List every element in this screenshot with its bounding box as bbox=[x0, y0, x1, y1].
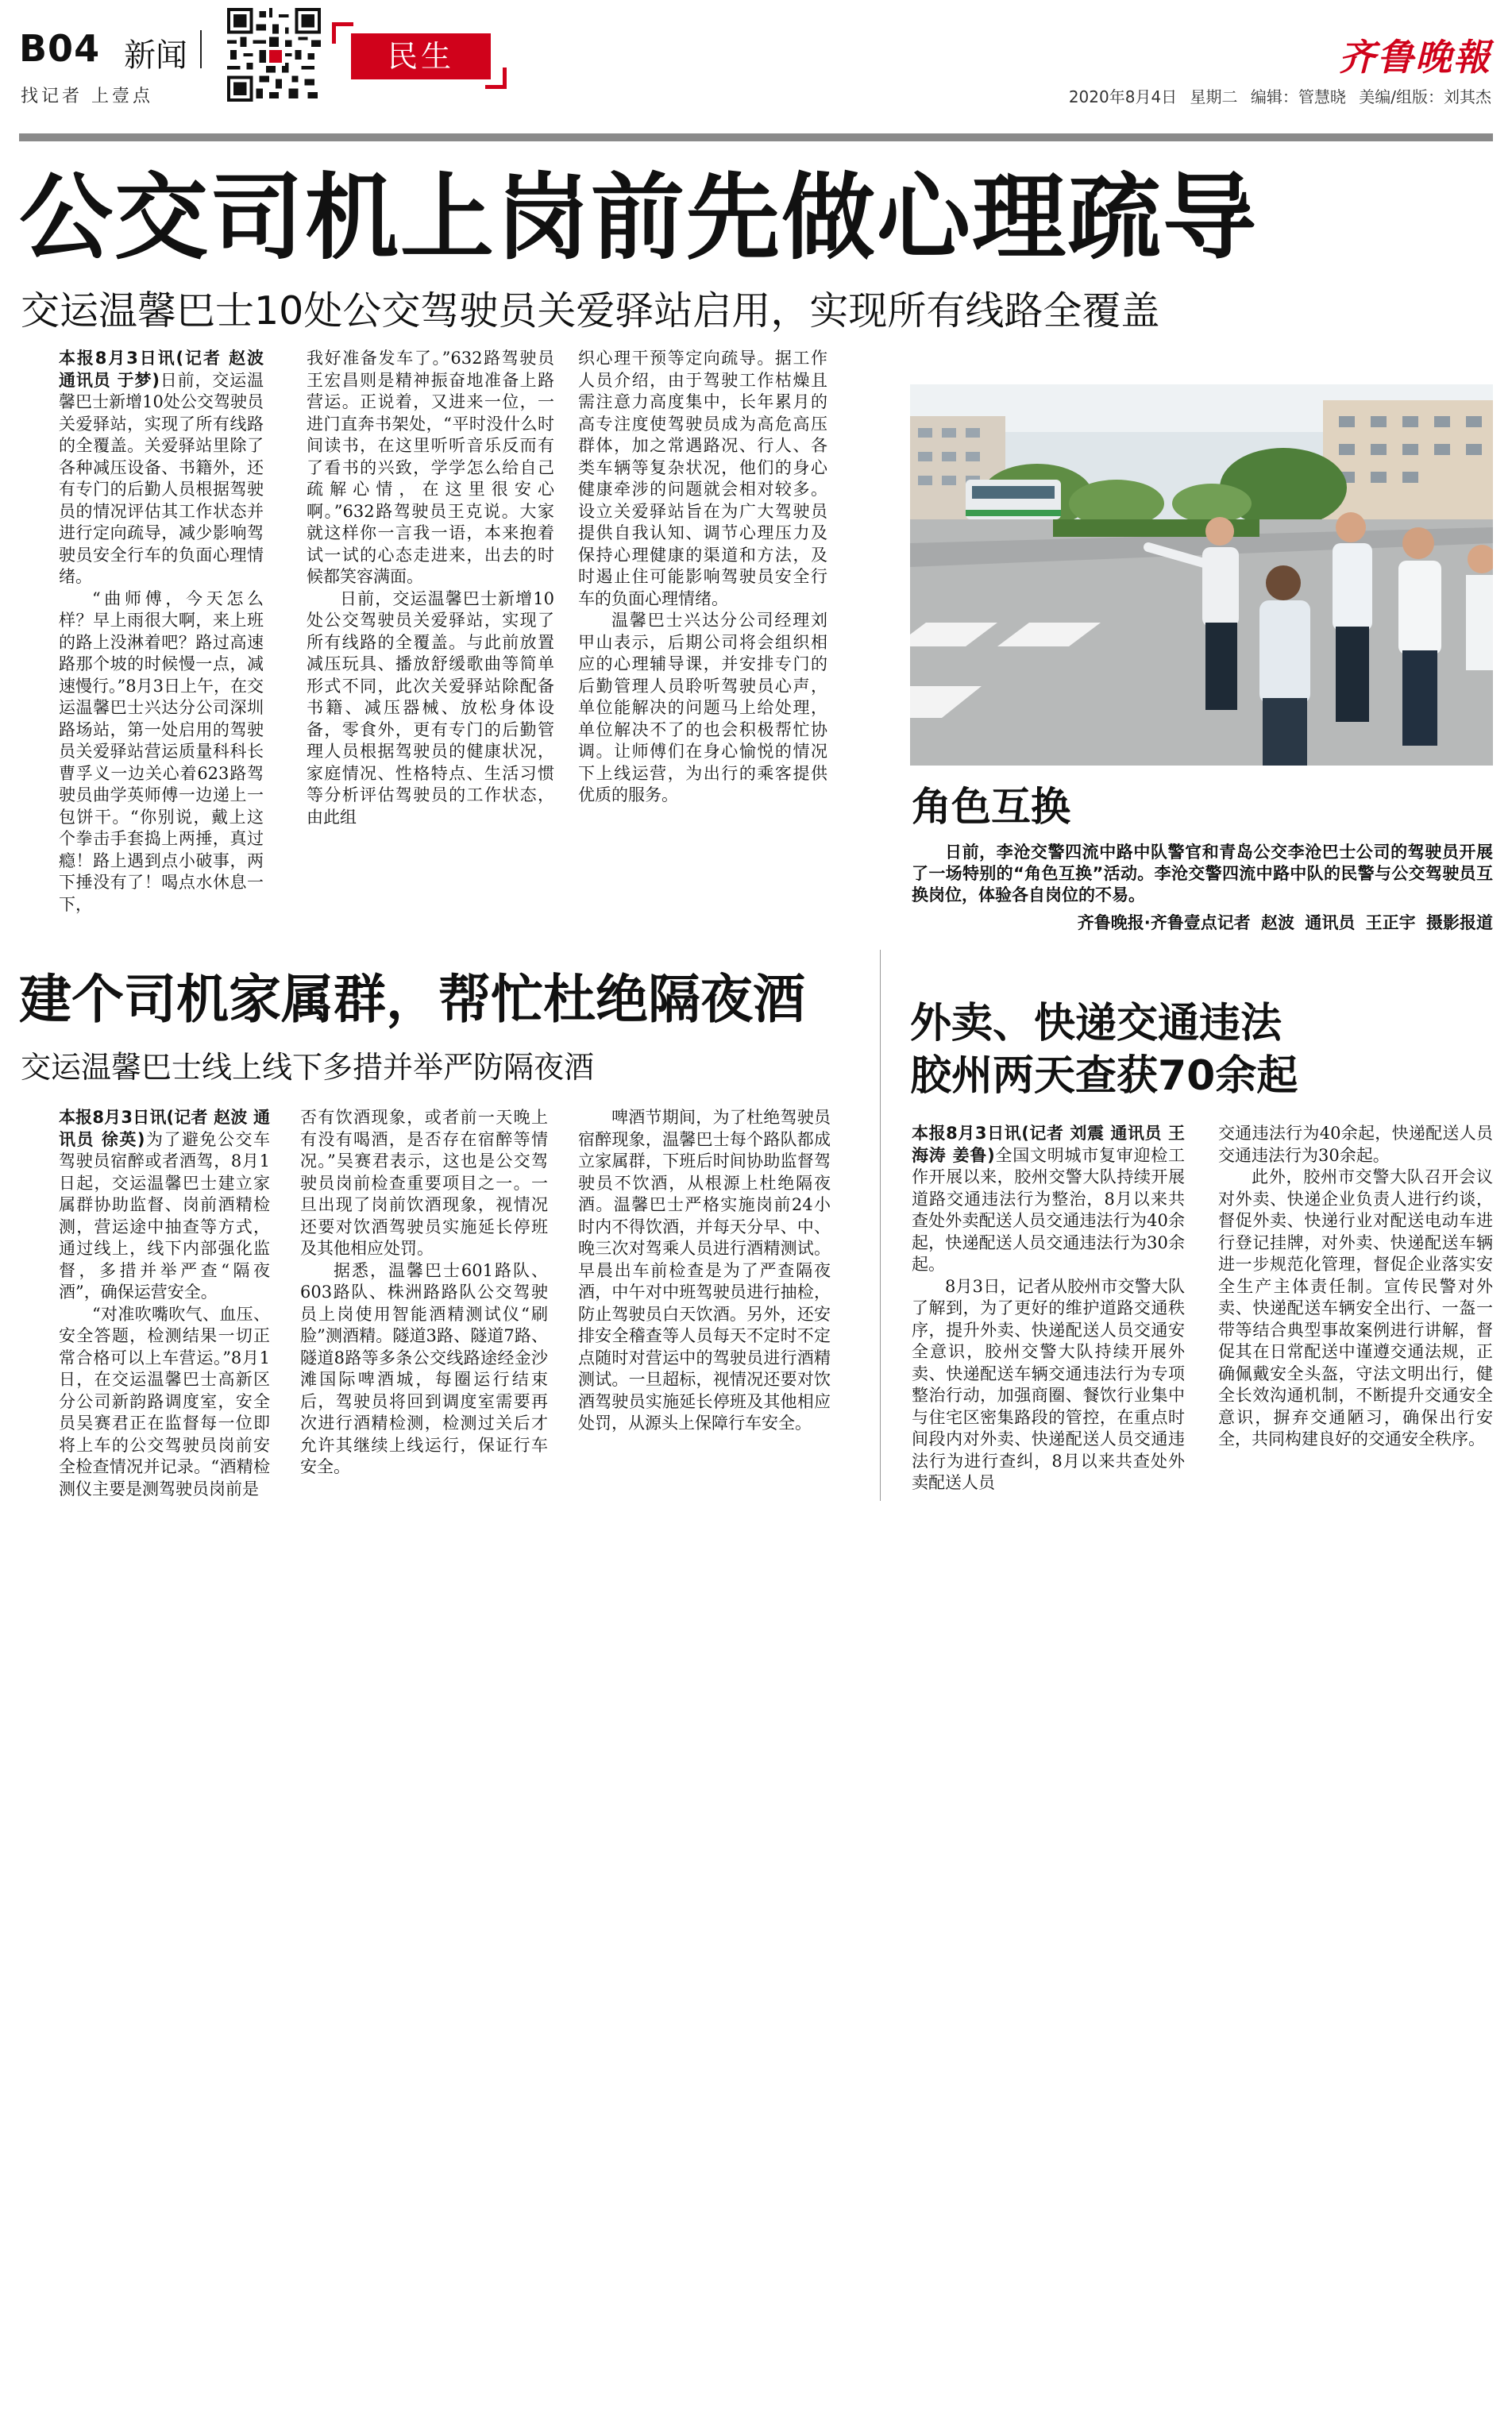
issue-meta: 2020年8月4日 星期二 编辑：管慧晓 美编/组版：刘其杰 bbox=[1068, 87, 1491, 106]
newspaper-logo: 齐鲁晚報 bbox=[1339, 36, 1491, 79]
article-paragraph: 交通违法行为40余起，快递配送人员交通违法行为30余起。 bbox=[1218, 1124, 1493, 1165]
article-paragraph: 据悉，温馨巴士601路队、603路队、株洲路路队公交驾驶员上岗使用智能酒精测试仪“刷脸”测酒精。隧道3路、隧道7路、隧道8路等多条公交线路途经金沙滩国际啤酒城，每圈运行结束后，驾驶员将回到调度室需要再次进行酒精检测，检测过关后才允许其继续上线运行，保证行车安全。 bbox=[300, 1260, 548, 1476]
second-story-column-1 bbox=[59, 1107, 270, 1500]
section-name: 新闻 bbox=[124, 37, 187, 74]
article-paragraph: 温馨巴士兴达分公司经理刘甲山表示，后期公司将会组织相应的心理辅导课，并安排专门的后勤管理人员聆听驾驶员心声，单位能解决的问题马上给处理，单位解决不了的也会积极帮忙协调。让师傅们在身心愉悦的情况下上线运营，为出行的乘客提供优质的服务。 bbox=[578, 611, 827, 804]
photo-title: 角色互换 bbox=[912, 784, 1070, 830]
article-paragraph: 我好准备发车了。”632路驾驶员王宏昌则是精神振奋地准备上路营运。正说着，又进来一位，一进门直奔书架处，“平时没什么时间读书，在这里听听音乐反而有了看书的兴致，学学怎么给自己疏解心情，在这里很安心啊。”632路驾驶员王克说。大家就这样你一言我一语，本来抱着试一试的心态走进来，出去的时候都笑容满面。 bbox=[307, 349, 554, 586]
third-headline-line-2: 胶州两天查获70余起 bbox=[910, 1052, 1298, 1100]
third-story-column-2 bbox=[1218, 1123, 1493, 1451]
article-paragraph: 8月3日，记者从胶州市交警大队了解到，为了更好的维护道路交通秩序，提升外卖、快递配送人员交通安全意识，胶州交警大队持续开展外卖、快递配送车辆交通违法行为专项整治行动，加强商圈、餐饮行业集中与住宅区密集路段的管控，在重点时间段内对外卖、快递配送人员交通违法行为进行查纠，8月以来共查处外卖配送人员 bbox=[912, 1276, 1185, 1492]
section-tag-label: 民生 bbox=[351, 33, 491, 79]
article-paragraph: “对准吹嘴吹气、血压、安全答题，检测结果一切正常合格可以上车营运。”8月1日，在交运温馨巴士高新区分公司新韵路调度室，安全员吴赛君正在监督每一位即将上车的公交驾驶员岗前安全检查情况并记录。“酒精检测仪主要是测驾驶员岗前是 bbox=[59, 1304, 270, 1499]
lead-subheadline: 交运温馨巴士10处公交驾驶员关爱驿站启用，实现所有线路全覆盖 bbox=[21, 288, 1160, 334]
second-story-column-3 bbox=[578, 1107, 831, 1435]
column-divider bbox=[880, 950, 881, 1501]
page-number: B04 bbox=[19, 27, 101, 70]
article-paragraph: 本报8月3日讯(记者 刘震 通讯员 王海涛 姜鲁)全国文明城市复审迎检工作开展以来，胶州交警大队持续开展道路交通违法行为整治，8月以来共查处外卖配送人员交通违法行为40余起，快递配送人员交通违法行为30余起。 bbox=[912, 1124, 1185, 1274]
third-story-column-1 bbox=[912, 1123, 1185, 1495]
news-photo bbox=[910, 384, 1493, 766]
article-paragraph: 本报8月3日讯(记者 赵波 通讯员 徐英)为了避免公交车驾驶员宿醉或者酒驾，8月1日起，交运温馨巴士建立家属群协助监督、岗前酒精检测，营运途中抽查等方式，通过线上，线下内部强化监督，多措并举严查“隔夜酒”，确保运营安全。 bbox=[59, 1108, 270, 1302]
slogan: 找记者 上壹点 bbox=[21, 87, 153, 106]
article-paragraph: 此外，胶州市交警大队召开会议对外卖、快递企业负责人进行约谈，督促外卖、快递行业对配送电动车进行登记挂牌，对外卖、快递配送车辆进一步规范化管理，督促企业落实安全生产主体责任制。宣传民警对外卖、快递配送车辆安全出行、一盔一带等结合典型事故案例进行讲解，督促其在日常配送中谨遵交通法规，正确佩戴安全头盔，守法文明出行，健全长效沟通机制，不断提升交通安全意识，摒弃交通陋习，确保出行安全，共同构建良好的交通安全秩序。 bbox=[1218, 1167, 1493, 1448]
third-headline-line-1: 外卖、快递交通违法 bbox=[910, 1000, 1282, 1047]
third-headline bbox=[910, 997, 1298, 1102]
article-paragraph: “曲师傅，今天怎么样？早上雨很大啊，来上班的路上没淋着吧？路过高速路那个坡的时候慢一点，减速慢行。”8月3日上午，在交运温馨巴士兴达分公司深圳路场站，第一处启用的驾驶员关爱驿站营运质量科科长曹孚义一边关心着623路驾驶员曲学英师傅一边递上一包饼干。“你别说，戴上这个拳击手套捣上两捶，真过瘾！路上遇到点小破事，两下捶没有了！喝点水休息一下， bbox=[59, 588, 264, 914]
story-start-inset bbox=[19, 353, 54, 383]
dateline: 本报8月3日讯(记者 赵波 通讯员 徐英) bbox=[59, 1108, 270, 1149]
second-subheadline: 交运温馨巴士线上线下多措并举严防隔夜酒 bbox=[21, 1050, 595, 1085]
second-headline: 建个司机家属群，帮忙杜绝隔夜酒 bbox=[19, 969, 805, 1030]
article-paragraph: 否有饮酒现象，或者前一天晚上有没有喝酒，是否存在宿醉等情况。”吴赛君表示，这也是公交驾驶员岗前检查重要项目之一。一旦出现了岗前饮酒现象，视情况还要对饮酒驾驶员实施延长停班及其他相应处罚。 bbox=[300, 1108, 548, 1258]
lead-story-column-2 bbox=[307, 348, 554, 828]
lead-story-column-3 bbox=[578, 348, 827, 807]
section-tag bbox=[332, 22, 507, 89]
article-paragraph: 本报8月3日讯(记者 赵波 通讯员 于梦)日前，交运温馨巴士新增10处公交驾驶员关爱驿站，实现了所有线路的全覆盖。关爱驿站里除了各种减压设备、书籍外，还有专门的后勤人员根据驾驶员的情况评估其工作状态并进行定向疏导，减少影响驾驶员安全行车的负面心理情绪。 bbox=[59, 349, 264, 586]
masthead-rule bbox=[19, 133, 1493, 141]
qr-code-icon[interactable] bbox=[227, 8, 321, 102]
article-paragraph: 啤酒节期间，为了杜绝驾驶员宿醉现象，温馨巴士每个路队都成立家属群，下班后时间协助监督驾驶员不饮酒，从根源上杜绝隔夜酒。温馨巴士严格实施岗前24小时内不得饮酒，并每天分早、中、晚三次对驾乘人员进行酒精测试。早晨出车前检查是为了严查隔夜酒，中午对中班驾驶员进行抽检，防止驾驶员白天饮酒。另外，还安排安全稽查等人员每天不定时不定点随时对营运中的驾驶员进行酒精测试。一旦超标，视情况还要对饮酒驾驶员实施延长停班及其他相应处罚，从源头上保障行车安全。 bbox=[578, 1108, 831, 1433]
lead-story-column-1 bbox=[59, 348, 264, 916]
dateline: 本报8月3日讯(记者 刘震 通讯员 王海涛 姜鲁) bbox=[912, 1124, 1185, 1165]
lead-headline: 公交司机上岗前先做心理疏导 bbox=[19, 163, 1259, 272]
article-paragraph: 日前，交运温馨巴士新增10处公交驾驶员关爱驿站，实现了所有线路的全覆盖。与此前放置减压玩具、播放舒缓歌曲等简单形式不同，此次关爱驿站除配备书籍、减压器械、放松身体设备，零食外，更有专门的后勤管理人员根据驾驶员的健康状况，家庭情况、性格特点、生活习惯等分析评估驾驶员的工作状态，由此组 bbox=[307, 588, 554, 827]
photo-caption: 日前，李沧交警四流中路中队警官和青岛公交李沧巴士公司的驾驶员开展了一场特别的“角色互换”活动。李沧交警四流中路中队的民警与公交驾驶员互换岗位，体验各自岗位的不易。 bbox=[912, 843, 1493, 905]
article-paragraph: 织心理干预等定向疏导。据工作人员介绍，由于驾驶工作枯燥且需注意力高度集中，长年累月的高专注度使驾驶员成为高危高压群体，加之常遇路况、行人、各类车辆等复杂状况，他们的身心健康牵涉的问题就会相对较多。设立关爱驿站旨在为广大驾驶员提供自我认知、调节心理压力及保持心理健康的渠道和方法，及时遏止住可能影响驾驶员安全行车的负面心理情绪。 bbox=[578, 349, 827, 608]
second-story-column-2 bbox=[300, 1107, 548, 1479]
photo-credit: 齐鲁晚报·齐鲁壹点记者 赵波 通讯员 王正宇 摄影报道 bbox=[1077, 913, 1493, 932]
dateline: 本报8月3日讯(记者 赵波 通讯员 于梦) bbox=[59, 349, 264, 390]
masthead-divider bbox=[200, 30, 202, 68]
